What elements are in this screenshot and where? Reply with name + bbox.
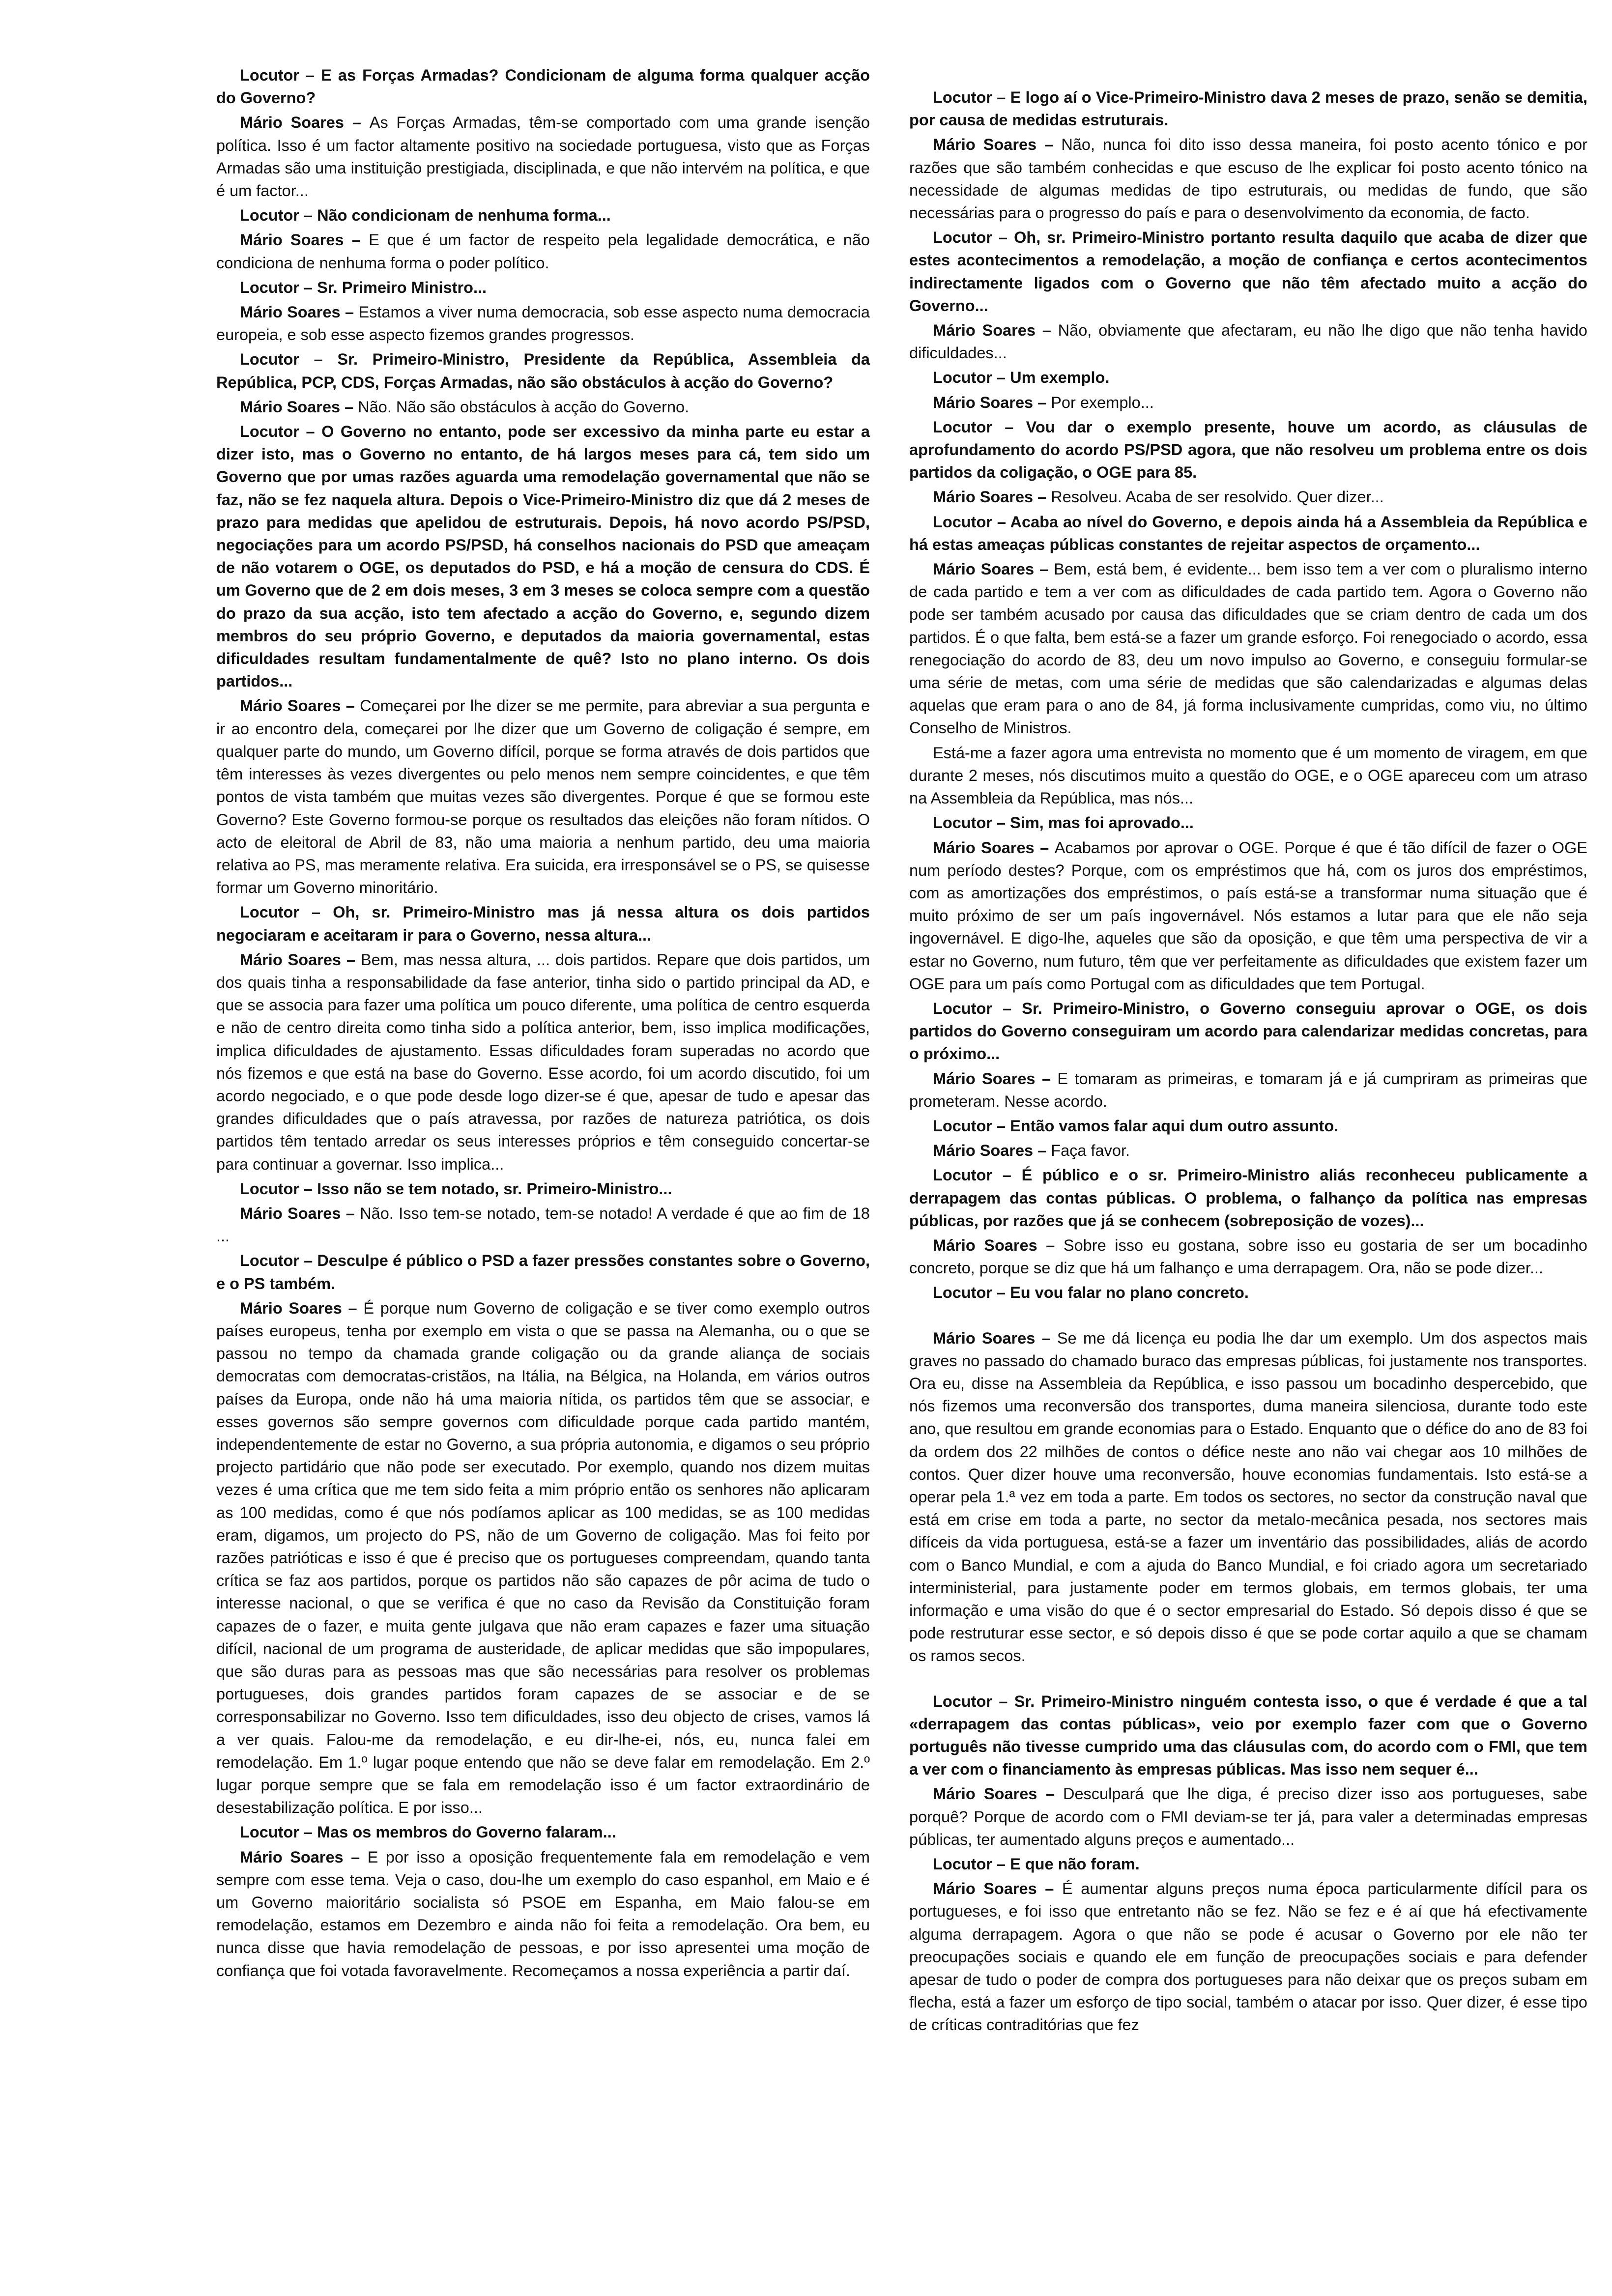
answer-text: Desculpará que lhe diga, é preciso dizer isso aos portugueses, sabe porquê? Porque de acordo com o FMI deviam-se ter já, para valer a determinadas empresas públicas, ter aumentado alguns preços e aumentado... [909, 1785, 1588, 1848]
question-text: Mas os membros do Governo falaram... [317, 1823, 616, 1841]
speaker-separator: – [341, 697, 360, 715]
speaker-separator: – [992, 88, 1010, 106]
interview-paragraph [909, 1115, 1587, 1137]
interview-paragraph [216, 1821, 870, 1843]
interview-paragraph [909, 226, 1587, 317]
speaker-label: Mário Soares [240, 1299, 342, 1317]
answer-text: Não. Não são obstáculos à acção do Governo. [358, 398, 690, 416]
speaker-separator: – [1037, 1236, 1064, 1254]
question-text: Sr. Primeiro-Ministro, o Governo conseguiu aprovar o OGE, os dois partidos do Governo conseguiram um acordo para calendarizar medidas concretas, para o próximo... [909, 999, 1587, 1063]
speaker-label: Locutor [240, 206, 299, 225]
interview-paragraph [909, 486, 1587, 508]
speaker-label: Locutor [933, 1166, 992, 1184]
answer-text: Faça favor. [1051, 1142, 1130, 1160]
speaker-separator: – [1036, 136, 1062, 154]
speaker-separator: – [1034, 560, 1054, 578]
speaker-label: Mário Soares [933, 1142, 1034, 1160]
interview-paragraph [216, 111, 870, 202]
interview-paragraph [909, 1281, 1587, 1304]
speaker-separator: – [299, 206, 317, 225]
speaker-label: Locutor [933, 1284, 992, 1302]
answer-text: É porque num Governo de coligação e se tiver como exemplo outros países europeus, tenha por exemplo em vista o que se passa na Alemanha, ou o que se passou no tempo da chamada grande coligação ou da grande aliança de sociais democratas com democratas-cristãos, na Itália, na Bélgica, na Holanda, em vários outros países da Europa, onde não há uma maioria nítida, os partidos têm que se associar, e esses governos são sempre governos com dificuldade porque cada partido mantém, independentemente de estar no Governo, a sua própria autonomia, e digamos o seu próprio projecto partidário que não pode ser executado. Por exemplo, quando nos dizem muitas vezes é uma crítica que me tem sido feita a mim próprio então os senhores não aplicaram as 100 medidas, como é que nós podíamos aplicar as 100 medidas, se as 100 medidas eram, digamos, um projecto do PS, não de um Governo de coligação. Mas foi feito por razões patrióticas e isso é que é preciso que os portugueses compreendam, quando tanta crítica se faz aos partidos, porque os partidos não são capazes de pôr acima de tudo o interesse nacional, o que se verifica é que no caso da Revisão da Constituição foram capazes de o fazer, e muita gente julgava que não eram capazes e fazer uma situação difícil, nacional de um programa de austeridade, de aplicar medidas que são impopulares, que são duras para as pessoas mas que são necessárias para resolver os problemas portugueses, dois grandes partidos foram capazes de se associar e de se corresponsabilizar no Governo. Isso tem dificuldades, isso deu objecto de crises, vamos lá a ver quais. Falou-me da remodelação, e eu dir-lhe-ei, nós, eu, nunca falei em remodelação. Em 1.º lugar poque entendo que não se deve falar em remodelação. Em 2.º lugar porque sempre que se fala em remodelação isso é um factor extraordinário de desestabilização política. E por isso... [216, 1299, 870, 1817]
interview-paragraph [216, 396, 870, 418]
interview-paragraph [909, 742, 1587, 810]
speaker-separator: – [344, 231, 369, 249]
interview-paragraph [909, 1782, 1587, 1851]
speaker-label: Locutor [933, 88, 992, 106]
question-text: Isso não se tem notado, sr. Primeiro-Ministro... [317, 1179, 672, 1198]
question-text: Vou dar o exemplo presente, houve um acordo, as cláusulas de aprofundamento do acordo PS/PSD agora, que não resolveu um problema entre os dois partidos da coligação, o OGE para 85. [909, 418, 1587, 482]
speaker-label: Locutor [240, 1252, 299, 1270]
question-text: E que não foram. [1010, 1855, 1140, 1873]
question-text: Desculpe é público o PSD a fazer pressões constantes sobre o Governo, e o PS também. [216, 1252, 870, 1292]
answer-text: As Forças Armadas, têm-se comportado com uma grande isenção política. Isso é um factor altamente positivo na sociedade portuguesa, visto que as Forças Armadas são uma instituição prestigiada, disciplinada, e que não intervém na política, e que é um factor... [216, 114, 870, 200]
answer-text: Não, nunca foi dito isso dessa maneira, foi posto acento tónico e por razões que são também conhecidas e que escuso de lhe explicar foi posto acento tónico na necessidade de algumas medidas de tipo estruturais, ou medidas de fundo, que são necessárias para o progresso do país e para o desenvolvimento da economia, de facto. [909, 136, 1588, 222]
speaker-separator: – [992, 1692, 1014, 1710]
speaker-separator: – [299, 278, 317, 296]
speaker-label: Locutor [240, 350, 299, 369]
interview-paragraph [909, 133, 1587, 224]
question-text: Acaba ao nível do Governo, e depois ainda há a Assembleia da República e há estas ameaças públicas constantes de rejeitar aspectos de orçamento... [909, 513, 1587, 553]
interview-paragraph [909, 558, 1587, 740]
answer-text: Não, obviamente que afectaram, eu não lhe digo que não tenha havido dificuldades... [909, 321, 1588, 362]
answer-text: Sobre isso eu gostana, sobre isso eu gostaria de ser um bocadinho concreto, porque se diz que há um falhanço e uma derrapagem. Ora, não se pode dizer... [909, 1236, 1587, 1277]
speaker-separator: – [1036, 1880, 1062, 1898]
speaker-label: Locutor [933, 418, 992, 436]
question-text: Sim, mas foi aprovado... [1010, 814, 1194, 832]
speaker-label: Mário Soares [933, 136, 1037, 154]
interview-paragraph [909, 1853, 1587, 1875]
speaker-label: Mário Soares [240, 1848, 344, 1866]
interview-paragraph [909, 811, 1587, 834]
speaker-label: Mário Soares [933, 1785, 1037, 1803]
speaker-label: Mário Soares [933, 488, 1034, 506]
speaker-separator: – [992, 418, 1026, 436]
interview-paragraph [216, 64, 870, 109]
interview-paragraph [909, 997, 1587, 1065]
speaker-label: Locutor [240, 1823, 299, 1841]
speaker-label: Mário Soares [933, 838, 1035, 857]
speaker-separator: – [992, 1855, 1010, 1873]
speaker-separator: – [992, 999, 1022, 1017]
interview-paragraph [216, 276, 870, 299]
speaker-separator: – [299, 1252, 317, 1270]
interview-paragraph [216, 1297, 870, 1819]
interview-paragraph [909, 1877, 1587, 2036]
speaker-label: Locutor [933, 513, 992, 531]
speaker-label: Locutor [933, 229, 992, 247]
answer-text: E por isso a oposição frequentemente fala em remodelação e vem sempre com esse tema. Veja o caso, dou-lhe um exemplo do caso espanhol, em Maio e é um Governo maioritário socialista só PSOE em Espanha, em Maio falou-se em remodelação, estamos em Dezembro e ainda não foi feita a remodelação. Ora bem, eu nunca disse que havia remodelação de pessoas, e por isso apresentei uma moção de confiança que foi votada favoravelmente. Recomeçamos a nossa experiência a partir daí. [216, 1848, 870, 1980]
speaker-label: Locutor [240, 278, 299, 296]
speaker-separator: – [1035, 321, 1058, 340]
speaker-separator: – [344, 114, 370, 132]
speaker-label: Mário Soares [933, 560, 1035, 578]
answer-text: E tomaram as primeiras, e tomaram já e já cumpriram as primeiras que prometeram. Nesse acordo. [909, 1069, 1587, 1110]
speaker-separator: – [992, 1284, 1010, 1302]
speaker-label: Locutor [933, 1117, 992, 1135]
interview-paragraph [909, 1690, 1587, 1781]
interview-paragraph [216, 1177, 870, 1200]
speaker-label: Mário Soares [240, 1204, 341, 1222]
speaker-separator: – [299, 350, 338, 369]
speaker-label: Mário Soares [240, 398, 341, 416]
speaker-label: Mário Soares [240, 697, 341, 715]
question-text: Sr. Primeiro Ministro... [317, 278, 487, 296]
answer-text: Bem, está bem, é evidente... bem isso tem a ver com o pluralismo interno de cada partido e tem a ver com as dificuldades de cada partido tem. Agora o Governo não pode ser também acusado por causa das dificuldades que se criam dentro de cada um dos partidos. É o que falta, bem está-se a fazer um grande esforço. Foi renegociado o acordo, essa renegociação do acordo de 83, deu um novo impulso ao Governo, e conseguiu formular-se uma série de metas, com uma série de medidas que são calendarizadas e algumas delas aquelas que eram para o ano de 84, já forma inclusivamente cumpridas, como viu, no último Conselho de Ministros. [909, 560, 1587, 737]
question-text: Sr. Primeiro-Ministro ninguém contesta isso, o que é verdade é que a tal «derrapagem das contas públicas», veio por exemplo fazer com que o Governo português não tivesse cumprido uma das cláusulas com, do acordo com o FMI, que tem a ver com o financiamento às empresas públicas. Mas isso nem sequer é... [909, 1692, 1587, 1779]
speaker-separator: – [342, 1299, 364, 1317]
speaker-separator: – [299, 66, 321, 84]
interview-paragraph [909, 511, 1587, 556]
answer-text: Está-me a fazer agora uma entrevista no momento que é um momento de viragem, em que durante 2 meses, nós discutimos muito a questão do OGE, e o OGE apareceu com um atraso na Assembleia da República, mas nós... [909, 744, 1587, 807]
speaker-separator: – [1033, 488, 1051, 506]
question-text: Oh, sr. Primeiro-Ministro portanto resulta daquilo que acaba de dizer que estes acontecimentos a remodelação, a moção de confiança e certos acontecimentos indirectamente ligados com o Governo que não têm afectado muito a acção do Governo... [909, 229, 1587, 315]
interview-paragraph [909, 1327, 1587, 1667]
speaker-separator: – [992, 814, 1010, 832]
speaker-label: Locutor [933, 1692, 992, 1710]
speaker-separator: – [992, 513, 1010, 531]
speaker-separator: – [299, 1179, 317, 1198]
answer-text: Se me dá licença eu podia lhe dar um exemplo. Um dos aspectos mais graves no passado do chamado buraco das empresas públicas, foi justamente nos transportes. Ora eu, disse na Assembleia da República, e isso passou um bocadinho despercebido, que nós fizemos uma reconversão dos transportes, duma maneira silenciosa, durante todo este ano, que resultou em grande economias para o Estado. Enquanto que o défice do ano de 83 foi da ordem dos 22 milhões de contos o défice neste ano não vai chegar aos 10 milhões de contos. Quer dizer houve uma reconversão, houve economias fundamentais. Isto está-se a operar pela 1.ª vez em toda a parte. Em todos os sectores, no sector da construção naval que está em crise em toda a parte, no sector da metalo-mecânica pesada, nos sectores mais difíceis da vida portuguesa, está-se a fazer um inventário das possibilidades, aliás de acordo com o Banco Mundial, e com a ajuda do Banco Mundial, e foi criado agora um secretariado interministerial, para justamente poder em termos globais, em termos globais, ter uma informação e uma visão do que é o sector empresarial do Estado. Só depois disso é que se pode restruturar esse sector, e só depois disso é que se pode cortar aquilo a que se chamam os ramos secos. [909, 1329, 1587, 1665]
answer-text: Bem, mas nessa altura, ... dois partidos. Repare que dois partidos, um dos quais tinha a responsabilidade da fase anterior, tinha sido o partido principal da AD, e que se associa para fazer uma política um pouco diferente, uma política de centro esquerda e não de centro direita como tinha sido a política anterior, bem, isso implica modificações, implica dificuldades de ajustamento. Essas dificuldades foram superadas no acordo que nós fizemos e que está na base do Governo. Esse acordo, foi um acordo discutido, foi um acordo negociado, e o que pode desde logo dizer-se é que, apesar de tudo e apesar das grandes dificuldades que o país atravessa, por razões de natureza patriótica, os dois partidos têm tentado arredar os seus interesses próprios e têm conseguido concertar-se para continuar a governar. Isso implica... [216, 950, 870, 1173]
interview-paragraph [909, 319, 1587, 364]
interview-paragraph [909, 416, 1587, 484]
interview-paragraph [909, 1164, 1587, 1232]
answer-text: Acabamos por aprovar o OGE. Porque é que é tão difícil de fazer o OGE num período destes? Porque, com os empréstimos que há, com os juros dos empréstimos, com as amortizações dos empréstimos, o país está-se a transformar numa situação que é muito próximo de ser um país ingovernável. Nós estamos a lutar para que ele não seja ingovernável. E digo-lhe, aqueles que são da oposição, e que têm uma perspectiva de vir a estar no Governo, num futuro, têm que ver perfeitamente as dificuldades que existem fazer um OGE para um país como Portugal com as dificuldades que tem Portugal. [909, 838, 1587, 993]
speaker-label: Mário Soares [240, 114, 344, 132]
right-column [909, 86, 1587, 2038]
speaker-separator: – [1037, 1785, 1063, 1803]
speaker-label: Mário Soares [933, 1069, 1036, 1088]
question-text: E as Forças Armadas? Condicionam de alguma forma qualquer acção do Governo? [216, 66, 870, 107]
speaker-label: Mário Soares [240, 303, 341, 321]
speaker-separator: – [341, 1204, 360, 1222]
interview-paragraph [216, 420, 870, 692]
question-text: Então vamos falar aqui dum outro assunto. [1010, 1117, 1339, 1135]
speaker-label: Locutor [933, 814, 992, 832]
speaker-separator: – [1033, 393, 1051, 411]
answer-text: Não. Isso tem-se notado, tem-se notado! A verdade é que ao fim de 18 ... [216, 1204, 870, 1245]
interview-paragraph [909, 1234, 1587, 1279]
interview-paragraph [216, 204, 870, 227]
speaker-separator: – [299, 903, 333, 921]
speaker-label: Mário Soares [240, 231, 344, 249]
interview-paragraph [216, 229, 870, 274]
question-text: Oh, sr. Primeiro-Ministro mas já nessa altura os dois partidos negociaram e aceitaram ir para o Governo, nessa altura... [216, 903, 870, 944]
interview-paragraph [909, 86, 1587, 131]
speaker-label: Locutor [240, 903, 299, 921]
speaker-label: Mário Soares [933, 1880, 1037, 1898]
answer-text: É aumentar alguns preços numa época particularmente difícil para os portugueses, e foi isso que entretanto não se fez. Não se fez e é aí que há efectivamente alguma derrapagem. Agora o que não se pode é acusar o Governo por ele não ter preocupações sociais e quando ele em função de preocupações sociais e para defender apesar de tudo o poder de compra dos portugueses para não deixar que os preços subam em flecha, está a fazer um esforço de tipo social, também o atacar por isso. Quer dizer, é esse tipo de críticas contraditórias que fez [909, 1880, 1587, 2034]
speaker-separator: – [992, 369, 1010, 387]
interview-paragraph [216, 348, 870, 393]
interview-paragraph [909, 836, 1587, 995]
question-text: Sr. Primeiro-Ministro, Presidente da República, Assembleia da República, PCP, CDS, Forças Armadas, não são obstáculos à acção do Governo? [216, 350, 870, 391]
interview-paragraph [909, 391, 1587, 414]
speaker-label: Locutor [240, 423, 299, 441]
speaker-label: Mário Soares [933, 1236, 1037, 1254]
speaker-separator: – [343, 1848, 368, 1866]
question-text: Não condicionam de nenhuma forma... [317, 206, 611, 225]
speaker-separator: – [1033, 1142, 1051, 1160]
interview-paragraph [216, 1249, 870, 1294]
interview-paragraph [909, 1139, 1587, 1162]
speaker-separator: – [1035, 1069, 1058, 1088]
speaker-label: Locutor [933, 1855, 992, 1873]
speaker-separator: – [992, 1117, 1010, 1135]
speaker-label: Mário Soares [933, 393, 1034, 411]
speaker-label: Mário Soares [933, 321, 1036, 340]
question-text: E logo aí o Vice-Primeiro-Ministro dava 2 meses de prazo, senão se demitia, por causa de medidas estruturais. [909, 88, 1587, 129]
speaker-separator: – [992, 1166, 1022, 1184]
speaker-label: Mário Soares [933, 1329, 1036, 1347]
interview-paragraph [216, 301, 870, 346]
speaker-label: Locutor [240, 1179, 299, 1198]
interview-paragraph [909, 366, 1587, 389]
interview-paragraph [216, 948, 870, 1176]
answer-text: Estamos a viver numa democracia, sob esse aspecto numa democracia europeia, e sob esse aspecto fizemos grandes progressos. [216, 303, 870, 344]
speaker-separator: – [992, 229, 1014, 247]
speaker-label: Locutor [933, 999, 992, 1017]
interview-paragraph [216, 1202, 870, 1247]
speaker-separator: – [299, 1823, 317, 1841]
speaker-separator: – [340, 398, 358, 416]
answer-text: Por exemplo... [1051, 393, 1154, 411]
question-text: É público e o sr. Primeiro-Ministro aliás reconheceu publicamente a derrapagem das contas públicas. O problema, o falhanço da política nas empresas públicas, por razões que já se conhecem (sobreposição de vozes)... [909, 1166, 1587, 1230]
interview-paragraph [216, 901, 870, 946]
speaker-label: Locutor [933, 369, 992, 387]
question-text: Eu vou falar no plano concreto. [1010, 1284, 1249, 1302]
speaker-separator: – [341, 950, 361, 969]
interview-paragraph [216, 1846, 870, 1982]
speaker-separator: – [340, 303, 359, 321]
speaker-label: Locutor [240, 66, 299, 84]
question-text: O Governo no entanto, pode ser excessivo da minha parte eu estar a dizer isto, mas o Governo no entanto, de há largos meses para cá, tem sido um Governo que por umas razões aguarda uma remodelação governamental que não se faz, não se fez naquela altura. Depois o Vice-Primeiro-Ministro diz que dá 2 meses de prazo para medidas que apelidou de estruturais. Depois, há novo acordo PS/PSD, negociações para um acordo PS/PSD, há conselhos nacionais do PSD que ameaçam de não votarem o OGE, os deputados do PSD, e há a moção de censura do CDS. É um Governo que de 2 em dois meses, 3 em 3 meses se coloca sempre com a questão do prazo da sua acção, isto tem afectado a acção do Governo, e, segundo dizem membros do seu próprio Governo, e deputados da maioria governamental, estas dificuldades resultam fundamentalmente de quê? Isto no plano interno. Os dois partidos... [216, 423, 870, 690]
speaker-separator: – [1035, 1329, 1057, 1347]
speaker-separator: – [1034, 838, 1055, 857]
speaker-separator: – [299, 423, 322, 441]
answer-text: Começarei por lhe dizer se me permite, para abreviar a sua pergunta e ir ao encontro dela, começarei por lhe dizer que um Governo de coligação é sempre, em qualquer parte do mundo, um Governo difícil, porque se forma através de dois partidos que têm interesses às vezes divergentes ou pelo menos nem sempre coincidentes, e que têm pontos de vista também que muitas vezes são divergentes. Porque é que se formou este Governo? Este Governo formou-se porque os resultados das eleições não foram nítidos. O acto de eleitoral de Abril de 83, não uma maioria a nenhum partido, deu uma maioria relativa ao PS, mas meramente relativa. Era suicida, era irresponsável se o PS, se quisesse formar um Governo minoritário. [216, 697, 870, 897]
interview-paragraph [216, 694, 870, 899]
left-column [216, 64, 870, 1984]
question-text: Um exemplo. [1010, 369, 1110, 387]
answer-text: E que é um factor de respeito pela legalidade democrática, e não condiciona de nenhuma forma o poder político. [216, 231, 870, 272]
interview-paragraph [909, 1067, 1587, 1113]
answer-text: Resolveu. Acaba de ser resolvido. Quer dizer... [1051, 488, 1384, 506]
speaker-label: Mário Soares [240, 950, 342, 969]
